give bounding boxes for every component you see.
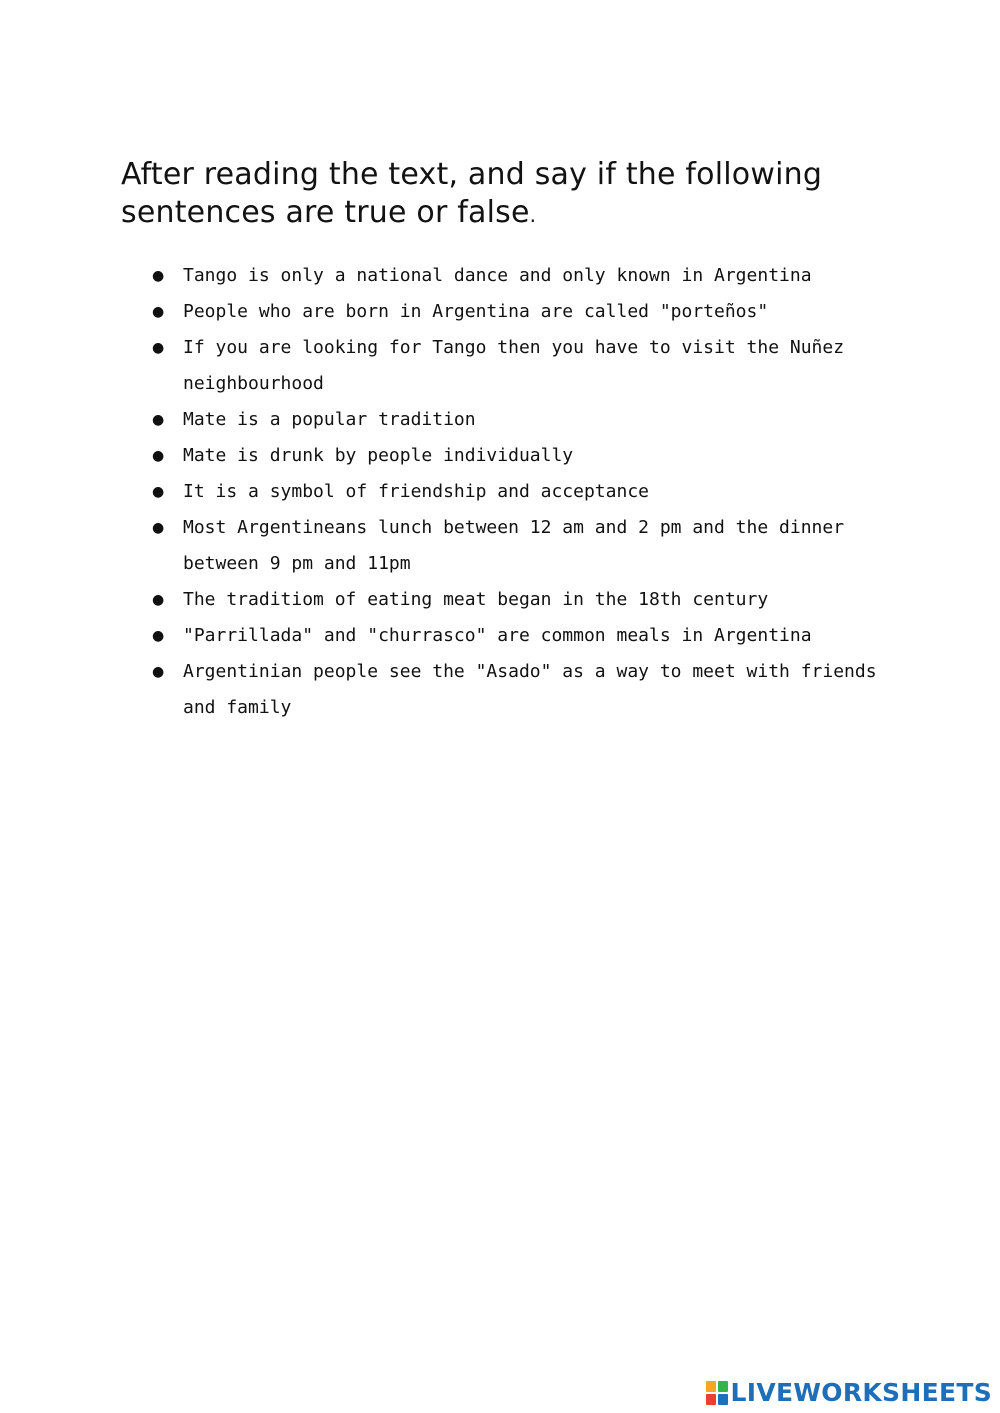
statement-item [150,654,890,726]
statement-item [150,402,890,438]
statement-text: "Parrillada" and "churrasco" are common meals in Argentina [183,625,812,646]
bullet-icon: ● [152,412,165,428]
statement-text: The traditiom of eating meat began in the 18th century [183,589,769,610]
statement-text: Argentinian people see the "Asado" as a way to meet with friends and family [183,661,877,718]
bullet-icon: ● [152,520,165,536]
logo-square [718,1394,728,1405]
logo-square [706,1394,716,1405]
title-period: . [529,203,537,227]
bullet-icon: ● [152,664,165,680]
statement-text: It is a symbol of friendship and acceptance [183,481,649,502]
liveworksheets-logo [706,1379,992,1407]
statement-item [150,258,890,294]
bullet-icon: ● [152,592,165,608]
statement-text: Mate is a popular tradition [183,409,476,430]
statement-item [150,618,890,654]
bullet-icon: ● [152,448,165,464]
logo-square [718,1381,728,1392]
statement-item [150,474,890,510]
statement-list [150,258,890,726]
statement-text: Mate is drunk by people individually [183,445,574,466]
statement-text: If you are looking for Tango then you have to visit the Nuñez neighbourhood [183,337,845,394]
bullet-icon: ● [152,628,165,644]
logo-mark-icon [706,1381,728,1405]
statement-item [150,330,890,402]
statement-text: People who are born in Argentina are called "porteños" [183,301,769,322]
statement-text: Tango is only a national dance and only known in Argentina [183,265,812,286]
bullet-icon: ● [152,268,165,284]
logo-text: LIVEWORKSHEETS [730,1378,992,1407]
bullet-icon: ● [152,340,165,356]
statement-item [150,294,890,330]
statement-item [150,510,890,582]
statement-text: Most Argentineans lunch between 12 am and 2 pm and the dinner between 9 pm and 11pm [183,517,845,574]
statement-item [150,582,890,618]
bullet-icon: ● [152,484,165,500]
logo-square [706,1381,716,1392]
statement-item [150,438,890,474]
title-text: After reading the text, and say if the following sentences are true or false [121,157,823,230]
bullet-icon: ● [152,304,165,320]
page-title [121,156,881,234]
